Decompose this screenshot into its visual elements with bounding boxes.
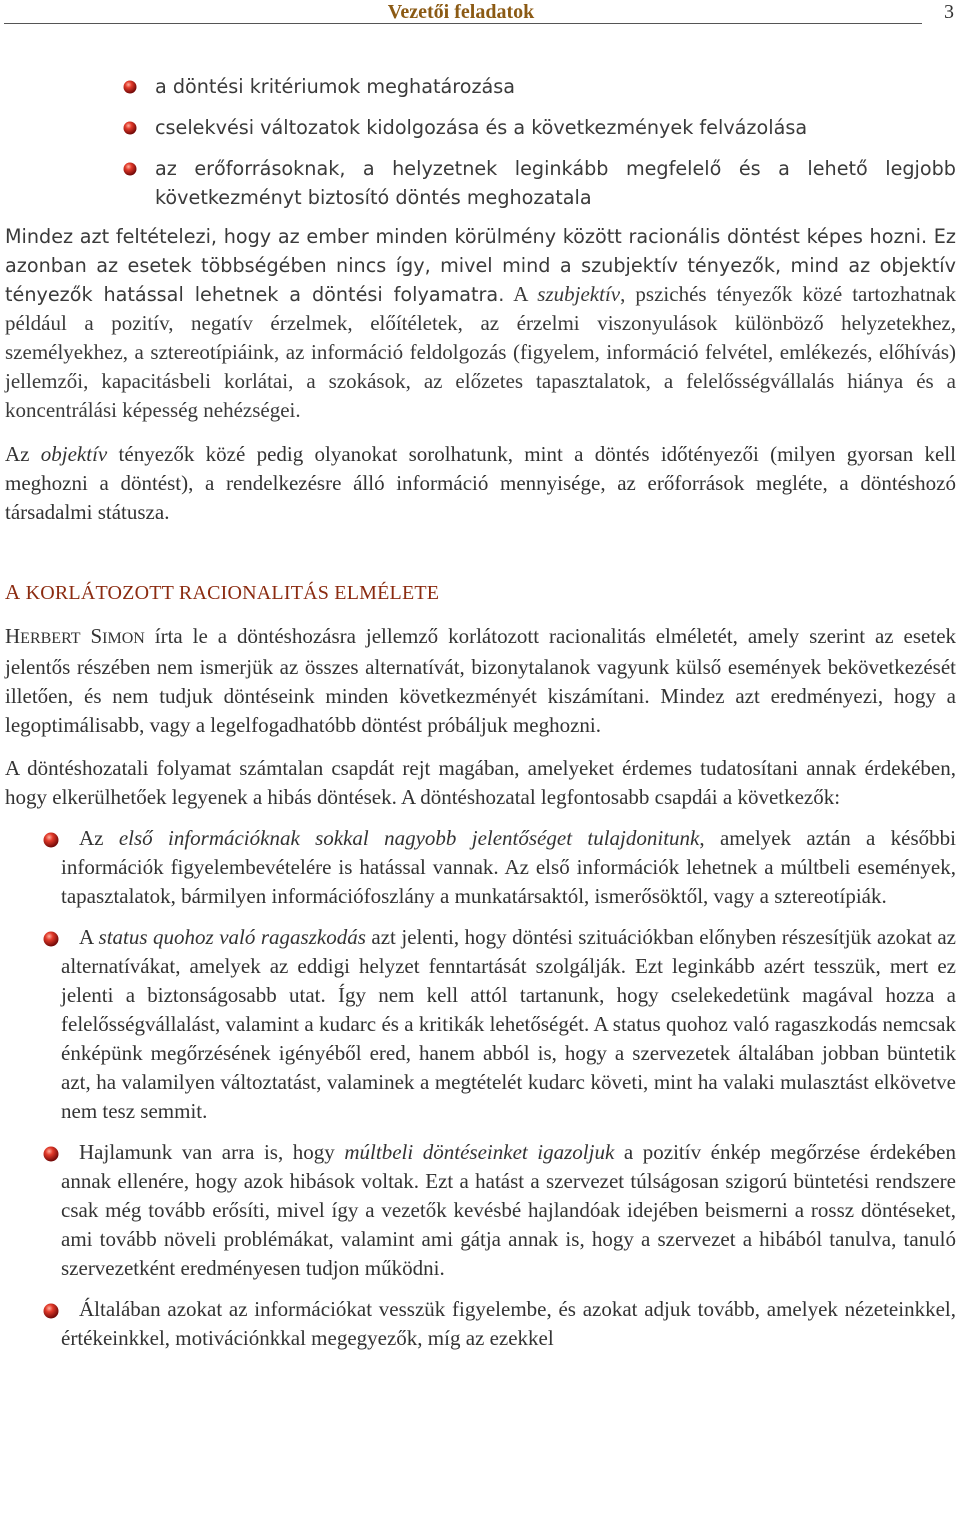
- page-number: 3: [944, 1, 954, 23]
- paragraph: [5, 222, 956, 425]
- list-item: [5, 154, 956, 212]
- red-ball-icon: [43, 1146, 59, 1162]
- emphasis: múltbeli döntéseinket igazoljuk: [344, 1140, 615, 1164]
- list-item: [5, 72, 956, 101]
- paragraph-text: Az: [5, 442, 41, 466]
- paragraph-text: A: [504, 282, 538, 306]
- list-item: [5, 1138, 956, 1283]
- paragraph: [5, 754, 956, 812]
- red-ball-icon: [43, 1303, 59, 1319]
- page-header: [0, 0, 960, 26]
- author-name: HERBERT SIMON: [5, 624, 145, 648]
- list-item-text: , amelyek aztán a későbbi információk figyelembevételére is hatással vannak. Az első információk lehetnek a múltbeli események, tapasztalatok, bármilyen információfoszlány a munkatársaktól, ismerősöktől, vagy a sztereotípiák.: [61, 826, 956, 908]
- list-item-text: Az: [79, 826, 119, 850]
- heading-text: KORLÁTOZOTT: [25, 582, 174, 604]
- red-ball-icon: [43, 832, 59, 848]
- page-content: [5, 72, 956, 1353]
- list-item: [5, 923, 956, 1126]
- paragraph: [5, 440, 956, 527]
- paragraph-text: írta le a döntéshozásra jellemző korlátozott racionalitás elméletét, amely szerint az esetek jelentős részében nem ismerjük az összes alternatívát, bizonytalanok vagyunk külső események bekövetkezését illetően, és nem tudjuk döntéseink minden következményét kiszámítani. Mindez azt eredményezi, hogy a legoptimálisabb, vagy a legelfogadhatóbb döntést próbáljuk meghozni.: [5, 624, 957, 737]
- paragraph-text: Mindez azt feltételezi, hogy az ember minden körülmény között racionális döntést képes hozni. Ez azonban az esetek többségében nincs így, mivel mind a szubjektív tényezők, mind az objektív tényezők hatással lehetnek a döntési folyamatra.: [5, 225, 956, 306]
- list-item-text: Hajlamunk van arra is, hogy: [79, 1140, 345, 1164]
- emphasis: szubjektív: [537, 282, 621, 306]
- list-item-text: cselekvési változatok kidolgozása és a következmények felvázolása: [155, 116, 808, 139]
- list-item: [5, 113, 956, 142]
- list-item: [5, 824, 956, 911]
- list-item-text: Általában azokat az információkat vesszük figyelembe, és azokat adjuk tovább, amelyek nézeteinkkel, értékeinkkel, motivációnkkal megegyezők, míg az ezekkel: [61, 1297, 956, 1350]
- heading-text: A: [5, 580, 21, 604]
- list-item-text: azt jelenti, hogy döntési szituációkban előnyben részesítjük azokat az alternatívákat, amelyek az eddigi helyzet fenntartását szolgálják. Ezt leginkább azért tesszük, mert ez jelenti a biztonságosabb utat. Így nem kell attól tartanunk, hogy cselekedetünk magával hozza a felelősségvállalást, valamint a kudarc és a kritikák lehetőségét. A status quohoz való ragaszkodás nemcsak énképünk megőrzésének igényéből ered, hanem abból is, hogy a szervezetek általában jobban büntetik azt, ha valamilyen változtatást, valaminek a megtételét kudarc követi, mint ha valaki mulasztást elkövetve nem tesz semmit.: [61, 925, 956, 1123]
- red-ball-icon: [123, 121, 137, 135]
- list-item-text: a pozitív énkép megőrzése érdekében annak ellenére, hogy azok hibások voltak. Ezt a hatást a szervezet túlságosan szigorú büntetési rendszere csak még tovább erősíti, mivel így a vezetők kevésbé hajlandóak idejében beismerni a rossz döntéseket, ami tovább növeli problémákat, valamint ami gátja annak is, hogy a szervezet a hibából tanulva, tanuló szervezetként eredményesen tudjon működni.: [61, 1140, 956, 1280]
- heading-text: ELMÉLETE: [334, 582, 440, 604]
- emphasis: első információknak sokkal nagyobb jelentőséget tulajdonitunk: [118, 826, 700, 850]
- emphasis: status quohoz való ragaszkodás: [98, 925, 366, 949]
- section-heading: [5, 579, 956, 606]
- emphasis: objektív: [40, 442, 108, 466]
- red-ball-icon: [43, 931, 59, 947]
- paragraph-text: tényezők közé pedig olyanokat sorolhatunk, mint a döntés időtényezői (milyen gyorsan kell meghozni a döntést), a rendelkezésre álló információ mennyisége, az erőforrások megléte, a döntéshozó társadalmi státusza.: [5, 442, 956, 524]
- red-ball-icon: [123, 162, 137, 176]
- paragraph: [5, 622, 956, 740]
- header-rule: [4, 23, 922, 24]
- list-item: [5, 1295, 956, 1353]
- red-ball-icon: [123, 80, 137, 94]
- heading-text: RACIONALITÁS: [178, 582, 330, 604]
- paragraph-text: A döntéshozatali folyamat számtalan csapdát rejt magában, amelyeket érdemes tudatosítani annak érdekében, hogy elkerülhetőek legyenek a hibás döntések. A döntéshozatal legfontosabb csapdái a következők:: [5, 756, 956, 809]
- header-title: Vezetői feladatok: [387, 1, 535, 23]
- list-item-text: a döntési kritériumok meghatározása: [155, 75, 516, 98]
- list-item-text: az erőforrásoknak, a helyzetnek leginkább megfelelő és a lehető legjobb következményt biztosító döntés meghozatala: [155, 157, 956, 209]
- paragraph-text: , pszichés tényezők közé tartozhatnak például a pozitív, negatív érzelmek, előítéletek, az érzelmi viszonyulások különböző helyzetekhez, személyekhez, a sztereotípiáink, az információ feldolgozás (figyelem, információ felvétel, emlékezés, előhívás) jellemzői, kapacitásbeli korlátai, a szokások, az előzetes tapasztalatok, a felelősségvállalás hiánya és a koncentrálási képesség nehézségei.: [5, 282, 956, 422]
- list-item-text: A: [79, 925, 99, 949]
